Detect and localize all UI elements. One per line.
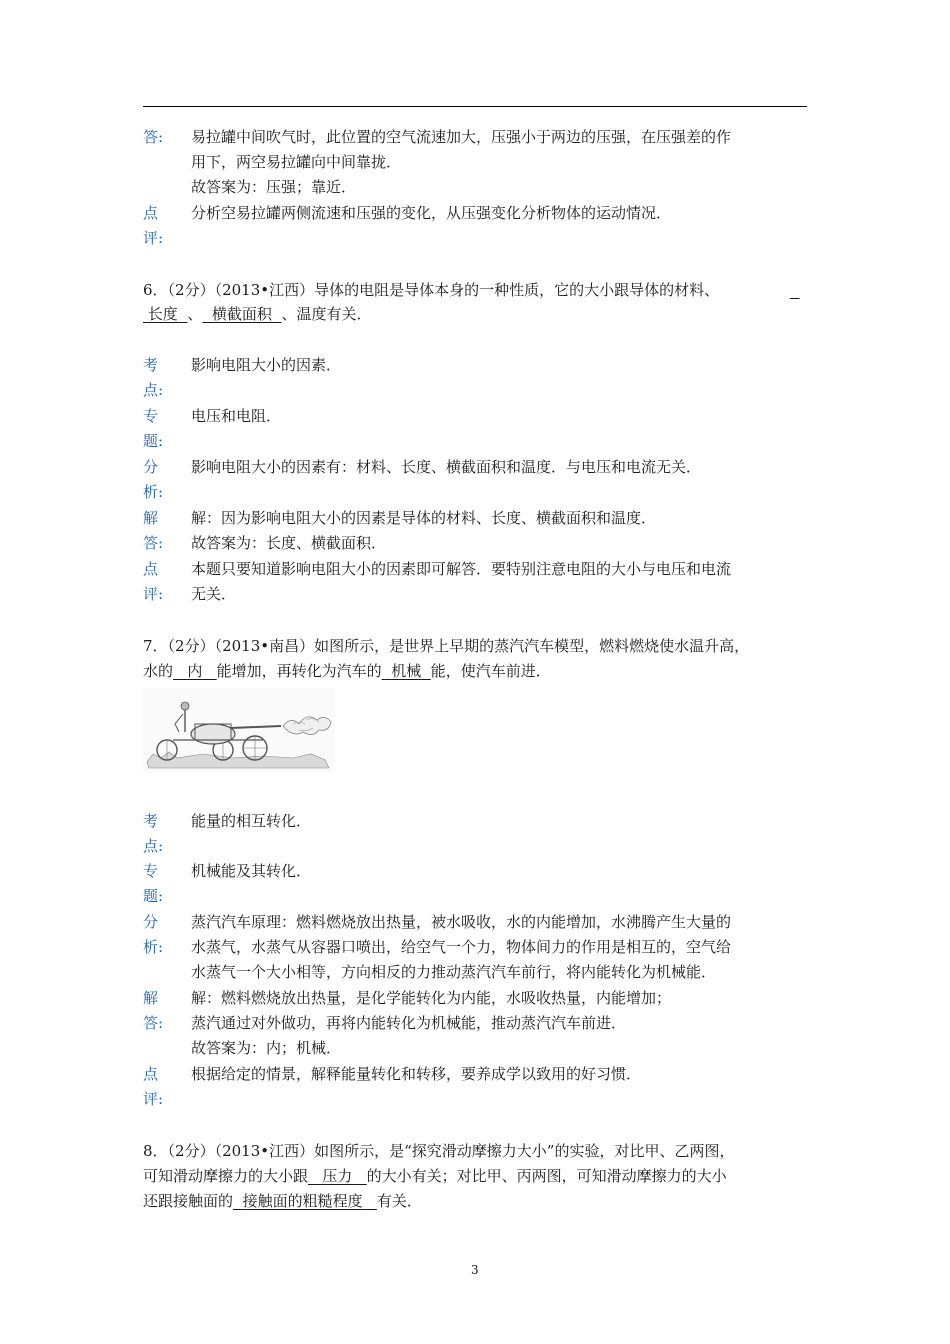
q6-dianping-tag: 点 bbox=[143, 560, 159, 578]
q6-stem-tail: 、温度有关． bbox=[281, 305, 372, 323]
q5-answer-line: 故答案为：压强；靠近． bbox=[191, 178, 357, 196]
q6-dianping: 本题只要知道影响电阻大小的因素即可解答．要特别注意电阻的大小与电压和电流 bbox=[191, 560, 732, 578]
q6-dianping-tag: 评: bbox=[143, 585, 164, 603]
q7-kaodian-tag: 点: bbox=[143, 837, 164, 855]
q7-kaodian-tag: 考 bbox=[143, 812, 159, 830]
q7-kaodian: 能量的相互转化． bbox=[191, 812, 312, 830]
q6-kaodian: 影响电阻大小的因素． bbox=[191, 356, 342, 374]
q7-zhuanti: 机械能及其转化． bbox=[191, 862, 312, 880]
q6-jieda: 故答案为：长度、横截面积． bbox=[191, 534, 387, 552]
q6-blank-2: 横截面积 bbox=[211, 305, 272, 323]
q5-comment: 分析空易拉罐两侧流速和压强的变化，从压强变化分析物体的运动情况． bbox=[191, 204, 672, 222]
q8-blank-1: 压力 bbox=[322, 1167, 353, 1185]
q6-kaodian-tag: 考 bbox=[143, 356, 159, 374]
q5-answer-tag: 答: bbox=[143, 128, 164, 146]
q7-dianping-tag: 评: bbox=[143, 1090, 164, 1108]
q7-fenxi: 蒸汽汽车原理：燃料燃烧放出热量，被水吸收，水的内能增加，水沸腾产生大量的 bbox=[191, 913, 732, 931]
q6-stem-line2 bbox=[143, 305, 371, 323]
q7-zhuanti-tag: 专 bbox=[143, 862, 159, 880]
q6-zhuanti: 电压和电阻． bbox=[191, 407, 282, 425]
q6-zhuanti-tag: 专 bbox=[143, 407, 159, 425]
q7-jieda-tag: 解 bbox=[143, 989, 159, 1007]
steam-car-figure bbox=[143, 688, 335, 772]
q6-jieda-tag: 解 bbox=[143, 509, 159, 527]
q8-l3-pre: 还跟接触面的 bbox=[143, 1192, 234, 1210]
q8-l2-pre: 可知滑动摩擦力的大小跟 bbox=[143, 1167, 309, 1185]
q7-jieda-tag: 答: bbox=[143, 1014, 164, 1032]
q8-blank-2: 接触面的粗糙程度 bbox=[242, 1192, 363, 1210]
q7-jieda: 解：燃料燃烧放出热量，是化学能转化为内能，水吸收热量，内能增加； bbox=[191, 989, 672, 1007]
q7-blank-1: 内 bbox=[187, 662, 203, 680]
q7-stem-mid: 能增加，再转化为汽车的 bbox=[216, 662, 382, 680]
q6-fenxi: 影响电阻大小的因素有：材料、长度、横截面积和温度．与电压和电流无关． bbox=[191, 458, 702, 476]
q6-jieda: 解：因为影响电阻大小的因素是导体的材料、长度、横截面积和温度． bbox=[191, 509, 657, 527]
q6-kaodian-tag: 点: bbox=[143, 381, 164, 399]
q5-answer-line: 用下，两空易拉罐向中间靠拢． bbox=[191, 153, 402, 171]
q7-stem-line2 bbox=[143, 662, 551, 680]
q8-stem-line2 bbox=[143, 1167, 727, 1185]
q7-fenxi-tag: 分 bbox=[143, 913, 159, 931]
q7-dianping-tag: 点 bbox=[143, 1065, 159, 1083]
q6-fenxi-tag: 析: bbox=[143, 483, 164, 501]
q7-zhuanti-tag: 题: bbox=[143, 887, 164, 905]
q6-dianping: 无关． bbox=[191, 585, 237, 603]
q8-l2-tail: 的大小有关；对比甲、丙两图，可知滑动摩擦力的大小 bbox=[366, 1167, 727, 1185]
q8-stem: 8．（2分）（2013•江西）如图所示，是“探究滑动摩擦力大小”的实验，对比甲、乙两图， bbox=[143, 1142, 735, 1160]
q7-fenxi-tag: 析: bbox=[143, 938, 164, 956]
q7-dianping: 根据给定的情景，解释能量转化和转移，要养成学以致用的好习惯． bbox=[191, 1065, 642, 1083]
q5-answer-line: 易拉罐中间吹气时，此位置的空气流速加大，压强小于两边的压强，在压强差的作 bbox=[191, 128, 732, 146]
q7-fenxi: 水蒸气一个大小相等，方向相反的力推动蒸汽汽车前行，将内能转化为机械能． bbox=[191, 963, 717, 981]
q6-zhuanti-tag: 题: bbox=[143, 432, 164, 450]
q6-sep: 、 bbox=[187, 305, 203, 323]
q7-blank-2: 机械 bbox=[391, 662, 422, 680]
header-rule bbox=[143, 106, 807, 107]
q8-stem-line3 bbox=[143, 1192, 422, 1210]
q7-stem-pre: 水的 bbox=[143, 662, 174, 680]
q7-stem-tail: 能，使汽车前进． bbox=[430, 662, 551, 680]
q7-jieda: 蒸汽通过对外做功，再将内能转化为机械能，推动蒸汽汽车前进． bbox=[191, 1014, 627, 1032]
q6-fenxi-tag: 分 bbox=[143, 458, 159, 476]
q6-blank-lead bbox=[790, 281, 806, 299]
q6-blank-1: 长度 bbox=[147, 305, 178, 323]
q7-fenxi: 水蒸气，水蒸气从容器口喷出，给空气一个力，物体间力的作用是相互的，空气给 bbox=[191, 938, 732, 956]
q7-jieda: 故答案为：内；机械． bbox=[191, 1039, 342, 1057]
q5-comment-tag: 评: bbox=[143, 229, 164, 247]
q8-l3-tail: 有关． bbox=[376, 1192, 422, 1210]
q7-stem: 7．（2分）（2013•南昌）如图所示，是世界上早期的蒸汽汽车模型，燃料燃烧使水温升高， bbox=[143, 637, 750, 655]
q6-jieda-tag: 答: bbox=[143, 534, 164, 552]
q6-stem: 6．（2分）（2013•江西）导体的电阻是导体本身的一种性质，它的大小跟导体的材料、 bbox=[143, 281, 720, 299]
q5-comment-tag: 点 bbox=[143, 204, 159, 222]
page-number: 3 bbox=[471, 1263, 479, 1277]
